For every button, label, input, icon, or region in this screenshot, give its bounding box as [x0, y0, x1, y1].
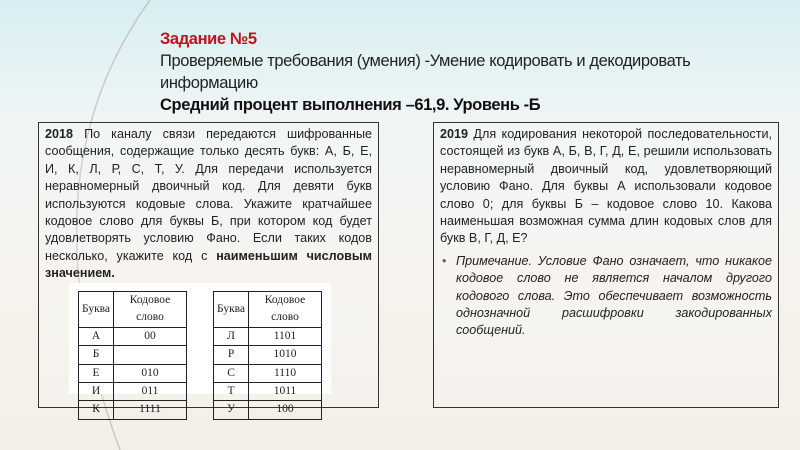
table-row — [79, 401, 187, 419]
requirement-text: Проверяемые требования (умения) -Умение кодировать и декодировать информацию — [160, 52, 691, 92]
table-row — [214, 401, 322, 419]
letter-cell: И — [79, 383, 114, 401]
code-cell: 1101 — [249, 327, 322, 345]
code-tables — [69, 283, 331, 416]
table-header-row — [79, 292, 187, 328]
result-text: Средний процент выполнения –61,9. Уровень -Б — [160, 96, 541, 114]
code-cell: 1111 — [114, 401, 187, 419]
table-row — [214, 383, 322, 401]
letter-cell: У — [214, 401, 249, 419]
letter-cell: К — [79, 401, 114, 419]
letter-cell: Буква — [214, 292, 249, 328]
letter-cell: А — [79, 327, 114, 345]
code-cell: 1110 — [249, 364, 322, 382]
fano-note: • Примечание. Условие Фано означает, что никакое кодовое слово не является началом другого кодового слова. Это обеспечивает возможность однозначной расшифровки закодированных сообщений. — [440, 253, 772, 340]
code-cell: 00 — [114, 327, 187, 345]
code-cell: 1010 — [249, 346, 322, 364]
table-row — [79, 346, 187, 364]
slide-header — [160, 28, 760, 116]
slide-title: Задание №5 — [160, 30, 257, 48]
letter-cell: С — [214, 364, 249, 382]
year-label: 2018 — [45, 127, 74, 141]
code-cell: Кодовое слово — [249, 292, 322, 328]
code-table-1 — [78, 291, 187, 420]
table-row — [79, 364, 187, 382]
code-cell — [114, 346, 187, 364]
letter-cell: Т — [214, 383, 249, 401]
letter-cell: Л — [214, 327, 249, 345]
letter-cell: Е — [79, 364, 114, 382]
table-row — [214, 327, 322, 345]
letter-cell: Буква — [79, 292, 114, 328]
code-table-2 — [213, 291, 322, 420]
code-cell: 010 — [114, 364, 187, 382]
task-text: По каналу связи передаются шифрованные сообщения, содержащие только десять букв: А, Б, Е, И, К, Л, Р, С, Т, У. Для передачи используется неравномерный двоичный код. Для девяти букв используются кодовые слова. Укажите кратчайшее кодовое слово для буквы Б, при котором код будет удовлетворять условию Фано. Если таких кодов несколько, укажите код с — [45, 127, 372, 263]
code-cell: 011 — [114, 383, 187, 401]
table-row — [79, 327, 187, 345]
table-row — [214, 364, 322, 382]
code-cell: Кодовое слово — [114, 292, 187, 328]
year-label: 2019 — [440, 127, 469, 141]
code-cell: 1011 — [249, 383, 322, 401]
table-row — [214, 346, 322, 364]
letter-cell: Б — [79, 346, 114, 364]
table-row — [79, 383, 187, 401]
letter-cell: Р — [214, 346, 249, 364]
code-cell: 100 — [249, 401, 322, 419]
task-text: Для кодирования некоторой последовательности, состоящей из букв А, Б, В, Г, Д, Е, решили использовать неравномерный двоичный код, удовлетворяющий условию Фано. Для буквы А использовали кодовое слово 0; для буквы Б – кодовое слово 10. Какова наименьшая возможная сумма длин кодовых слов для букв В, Г, Д, Е? — [440, 127, 772, 246]
task-2019-box — [433, 122, 779, 408]
task-2018-box — [38, 122, 379, 416]
table-header-row — [214, 292, 322, 328]
task-text-bold: наименьшим числовым значением. — [45, 248, 372, 281]
